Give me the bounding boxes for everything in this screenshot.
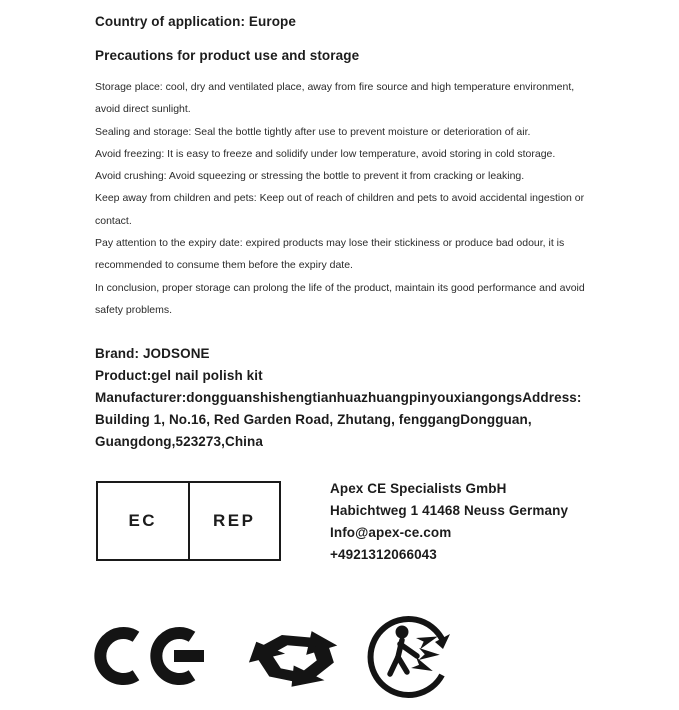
precautions-line: Pay attention to the expiry date: expired products may lose their stickiness or produce bad odour, it is: [95, 237, 565, 250]
rep-name-line: Apex CE Specialists GmbH: [330, 481, 507, 496]
rep-email-line: Info@apex-ce.com: [330, 525, 452, 540]
rep-address-line: Habichtweg 1 41468 Neuss Germany: [330, 503, 569, 518]
ec-rep-symbol: [96, 481, 281, 561]
precautions-line: Avoid freezing: It is easy to freeze and solidify under low temperature, avoid storing in cold storage.: [95, 147, 556, 160]
precautions-line: Keep away from children and pets: Keep out of reach of children and pets to avoid accidental ingestion or: [95, 192, 585, 205]
precautions-line: Sealing and storage: Seal the bottle tightly after use to prevent moisture or deterioration of air.: [95, 125, 531, 138]
product-info-block: [95, 343, 582, 453]
ec-rep-right-cell: REP: [213, 511, 256, 530]
precautions-line: contact.: [95, 214, 132, 227]
address-line: Guangdong,523273,China: [95, 434, 263, 449]
ec-rep-left-cell: EC: [98, 483, 190, 559]
manufacturer-line: Manufacturer:dongguanshishengtianhuazhuangpinyouxiangongsAddress:: [95, 390, 582, 405]
precautions-line: In conclusion, proper storage can prolong the life of the product, maintain its good performance and avoid: [95, 281, 585, 294]
authorized-representative-block: [330, 478, 568, 566]
precautions-line: recommended to consume them before the expiry date.: [95, 259, 353, 272]
product-line: Product:gel nail polish kit: [95, 368, 263, 383]
precautions-heading: Precautions for product use and storage: [95, 48, 360, 63]
precautions-line: Avoid crushing: Avoid squeezing or stressing the bottle to prevent it from cracking or leaking.: [95, 170, 525, 183]
precautions-line: Storage place: cool, dry and ventilated place, away from fire source and high temperature environment,: [95, 81, 575, 93]
precautions-line: safety problems.: [95, 303, 173, 316]
ce-mark-icon: [94, 624, 222, 693]
precautions-text: [95, 76, 585, 321]
address-line: Building 1, No.16, Red Garden Road, Zhutang, fenggangDongguan,: [95, 412, 532, 427]
precautions-line: avoid direct sunlight.: [95, 103, 191, 116]
triman-symbol-icon: [362, 611, 454, 708]
rep-phone-line: +4921312066043: [330, 547, 437, 562]
recycling-symbol-icon: [244, 617, 346, 698]
country-of-application-heading: Country of application: Europe: [95, 14, 296, 29]
brand-line: Brand: JODSONE: [95, 346, 210, 361]
